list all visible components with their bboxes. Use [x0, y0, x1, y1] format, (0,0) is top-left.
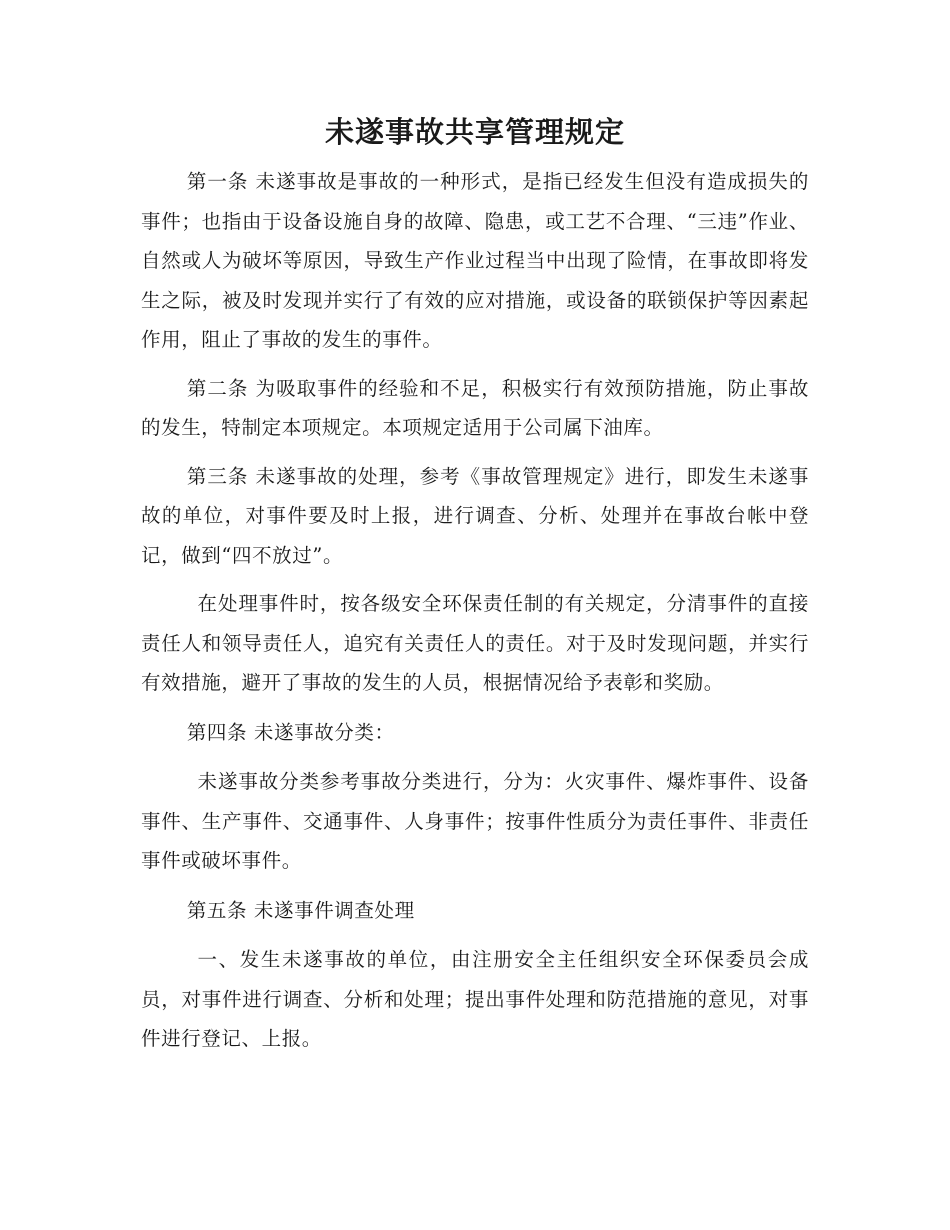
article-2-paragraph: 第二条 为吸取事件的经验和不足，积极实行有效预防措施，防止事故的发生，特制定本项规定。本项规定适用于公司属下油库。 [141, 376, 809, 439]
article-4-heading: 第四条 未遂事故分类： [186, 720, 395, 744]
article-5-heading: 第五条 未遂事件调查处理 [186, 898, 415, 922]
classification-paragraph: 未遂事故分类参考事故分类进行，分为：火灾事件、爆炸事件、设备事件、生产事件、交通事件、人身事件；按事件性质分为责任事件、非责任事件或破坏事件。 [141, 770, 809, 872]
article-3-paragraph: 第三条 未遂事故的处理，参考《事故管理规定》进行，即发生未遂事故的单位，对事件要及时上报，进行调查、分析、处理并在事故台帐中登记，做到“四不放过”。 [141, 464, 809, 567]
investigation-paragraph: 一、发生未遂事故的单位，由注册安全主任组织安全环保委员会成员，对事件进行调查、分析和处理；提出事件处理和防范措施的意见，对事件进行登记、上报。 [141, 948, 809, 1050]
handling-paragraph: 在处理事件时，按各级安全环保责任制的有关规定，分清事件的直接责任人和领导责任人，追究有关责任人的责任。对于及时发现问题，并实行有效措施，避开了事故的发生的人员，根据情况给予表彰和奖励。 [141, 592, 809, 694]
article-1-paragraph: 第一条 未遂事故是事故的一种形式，是指已经发生但没有造成损失的事件；也指由于设备设施自身的故障、隐患，或工艺不合理、“三违”作业、自然或人为破坏等原因，导致生产作业过程当中出现了险情，在事故即将发生之际，被及时发现并实行了有效的应对措施，或设备的联锁保护等因素起作用，阻止了事故的发生的事件。 [141, 170, 809, 351]
document-title: 未遂事故共享管理规定 [324, 115, 625, 149]
document-body [141, 162, 809, 1059]
